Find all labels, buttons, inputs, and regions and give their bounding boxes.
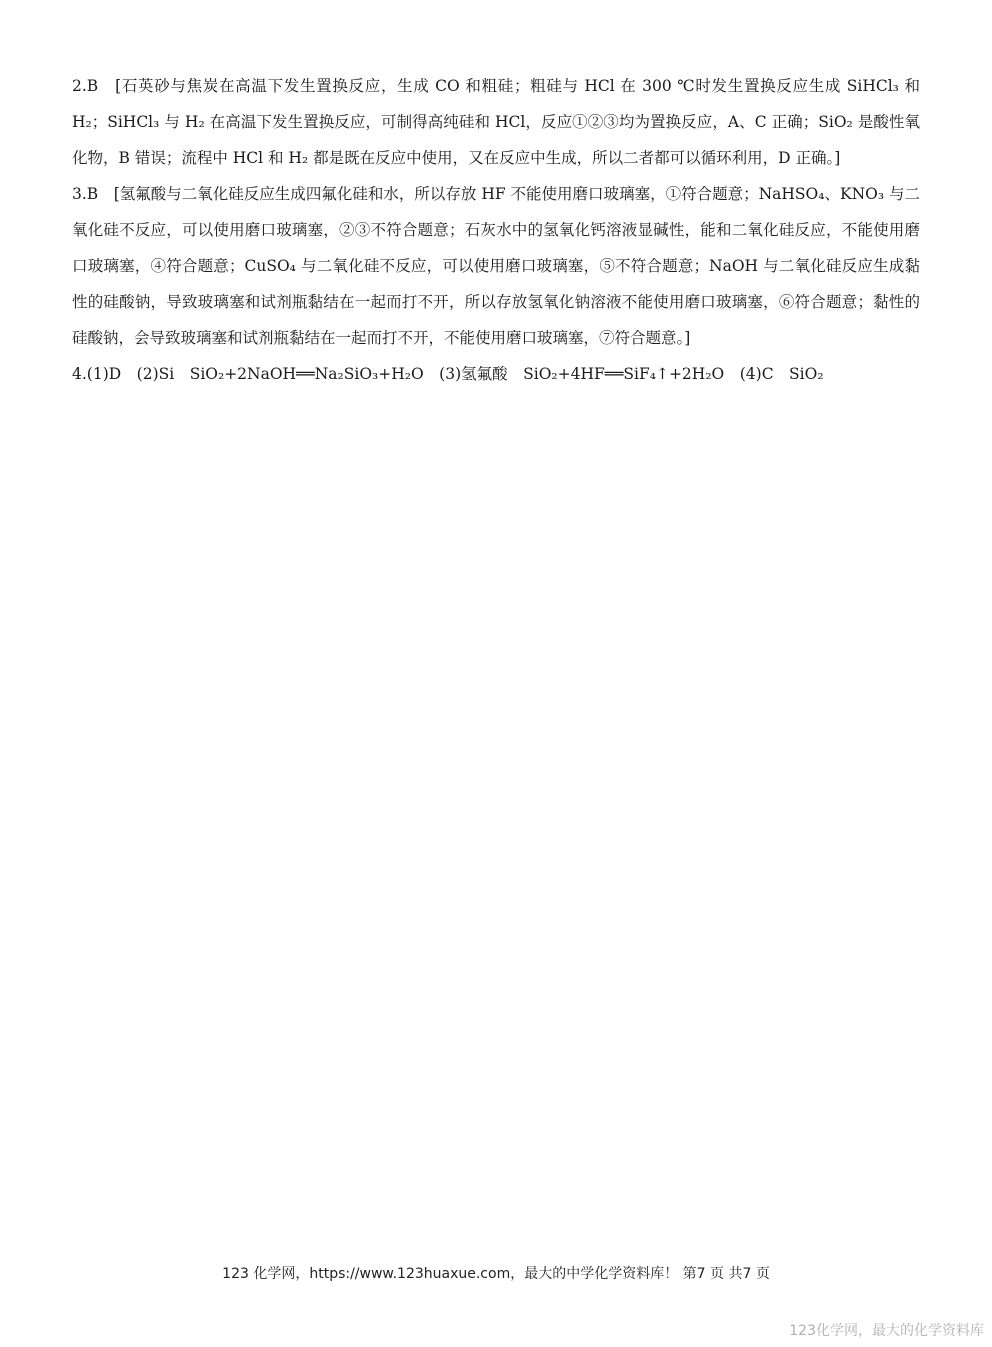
answer-2: 2.B [石英砂与焦炭在高温下发生置换反应，生成 CO 和粗硅；粗硅与 HCl 在 300 ℃时发生置换反应生成 SiHCl₃ 和 H₂；SiHCl₃ 与 H₂ 在高温下发生置换反应，可制得高纯硅和 HCl，反应①②③均为置换反应，A、C 正确；SiO₂ 是酸性氧化物，B 错误；流程中 HCl 和 H₂ 都是既在反应中使用，又在反应中生成，所以二者都可以循环利用，D 正确。]	[72, 77, 920, 167]
answer-3: 3.B [氢氟酸与二氧化硅反应生成四氟化硅和水，所以存放 HF 不能使用磨口玻璃塞，①符合题意；NaHSO₄、KNO₃ 与二氧化硅不反应，可以使用磨口玻璃塞，②③不符合题意；石灰水中的氢氧化钙溶液显碱性，能和二氧化硅反应，不能使用磨口玻璃塞，④符合题意；CuSO₄ 与二氧化硅不反应，可以使用磨口玻璃塞，⑤不符合题意；NaOH 与二氧化硅反应生成黏性的硅酸钠，导致玻璃塞和试剂瓶黏结在一起而打不开，所以存放氢氧化钠溶液不能使用磨口玻璃塞，⑥符合题意；黏性的硅酸钠，会导致玻璃塞和试剂瓶黏结在一起而打不开，不能使用磨口玻璃塞，⑦符合题意。]	[72, 185, 920, 347]
answer-4: 4.(1)D (2)Si SiO₂+2NaOH══Na₂SiO₃+H₂O (3)氢氟酸 SiO₂+4HF══SiF₄↑+2H₂O (4)C SiO₂	[72, 365, 824, 383]
page-footer: 123 化学网，https://www.123huaxue.com，最大的中学化学资料库！ 第7 页 共7 页	[222, 1266, 770, 1282]
watermark: 123化学网，最大的化学资料库	[789, 1323, 984, 1339]
answer-section	[72, 68, 920, 392]
